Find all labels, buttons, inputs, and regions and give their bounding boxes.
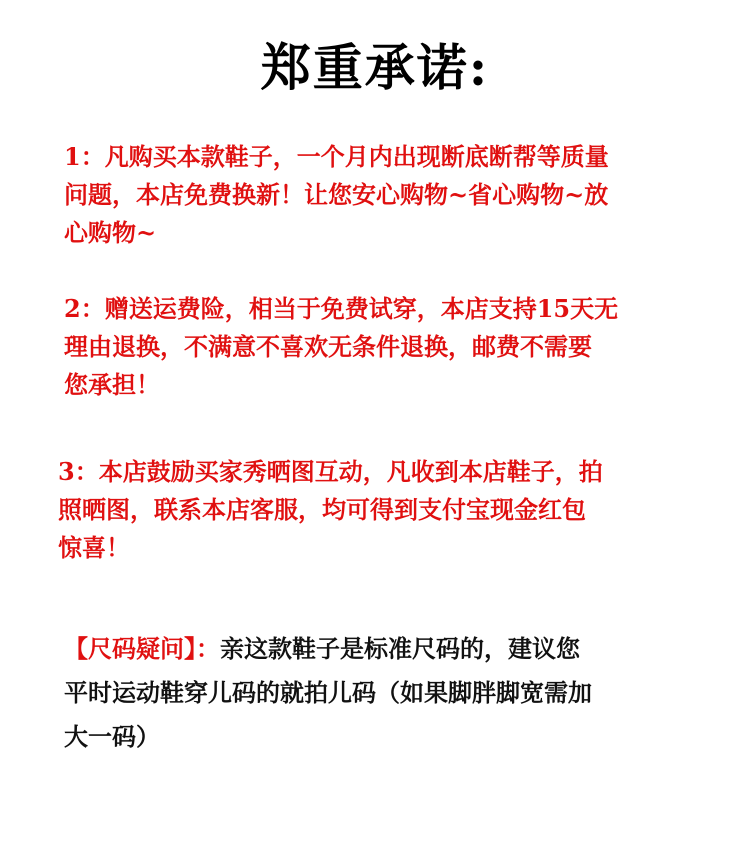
page-title: 郑重承诺:	[260, 38, 490, 97]
promise-3-text: 3：本店鼓励买家秀晒图互动，凡收到本店鞋子，拍 照晒图，联系本店客服，均可得到支付宝现金红包 惊喜！	[58, 457, 603, 562]
size-note-text: 亲这款鞋子是标准尺码的，建议您 平时运动鞋穿儿码的就拍儿码（如果脚胖脚宽需加 大一码）	[64, 634, 592, 751]
promise-1-text: 1：凡购买本款鞋子，一个月内出现断底断帮等质量 问题，本店免费换新！让您安心购物~省心购物~放 心购物~	[64, 142, 609, 247]
size-note-label: 【尺码疑问】：	[64, 634, 220, 663]
size-note	[64, 627, 684, 759]
promise-2-text: 2：赠送运费险，相当于免费试穿，本店支持15天无 理由退换，不满意不喜欢无条件退换，邮费不需要 您承担！	[64, 294, 619, 399]
